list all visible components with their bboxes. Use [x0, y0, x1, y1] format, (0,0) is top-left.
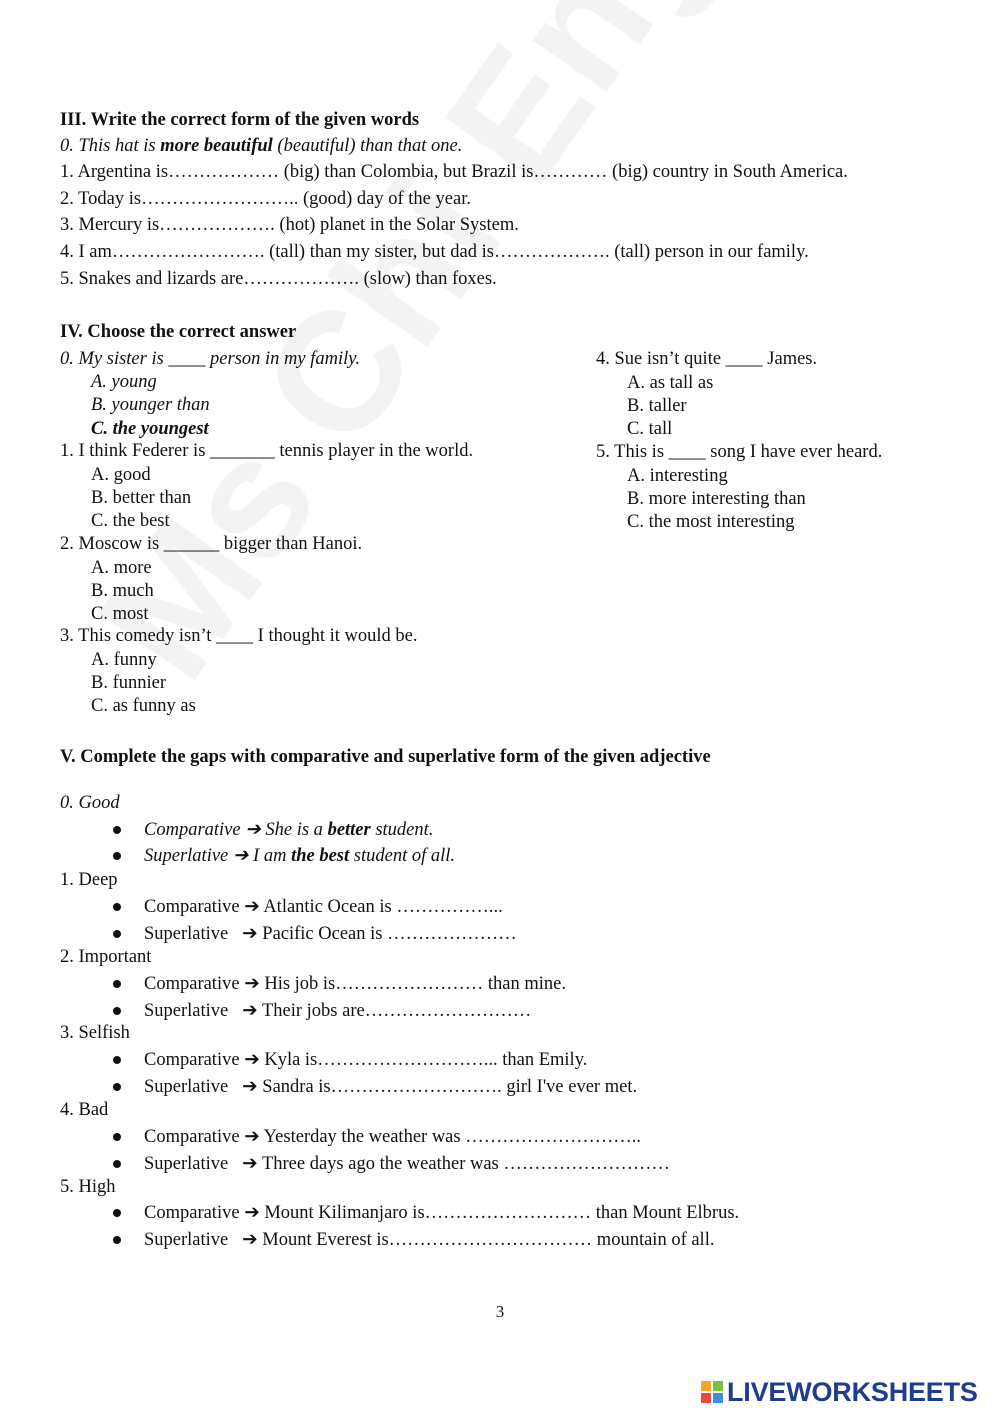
- item-4-comparative: [144, 1125, 641, 1149]
- question-0-option-c: C. the youngest: [91, 419, 209, 439]
- arrow-icon: ➔: [232, 846, 249, 866]
- section-5-heading: V. Complete the gaps with comparative and superlative form of the given adjective: [60, 747, 711, 767]
- brand-name: LIVEWORKSHEETS: [727, 1376, 978, 1407]
- example-text-end: (beautiful) than that one.: [272, 136, 463, 156]
- section-3-item: 2. Today is…………………….. (good) day of the year.: [60, 189, 471, 209]
- sentence: Mount Kilimanjaro is……………………… than Mount Elbrus.: [264, 1203, 740, 1223]
- sentence-end: student.: [370, 820, 434, 840]
- sentence: Atlantic Ocean is ……………...: [263, 897, 503, 917]
- sentence: His job is…………………… than mine.: [264, 974, 566, 994]
- sentence: Yesterday the weather was ………………………..: [263, 1127, 641, 1147]
- question-2-option-a: A. more: [91, 558, 152, 578]
- section-3-item: 4. I am……………………. (tall) than my sister, but dad is………………. (tall) person in our family.: [60, 242, 809, 262]
- answer: the best: [291, 846, 350, 866]
- item-1-comparative: [144, 895, 503, 919]
- bullet: [113, 1083, 121, 1091]
- section-3-item: 5. Snakes and lizards are………………. (slow) than foxes.: [60, 269, 497, 289]
- sentence: Mount Everest is…………………………… mountain of all.: [262, 1230, 715, 1250]
- comparative-label: Comparative: [144, 1050, 240, 1070]
- item-5-superlative: [144, 1228, 714, 1252]
- question-1-option-c: C. the best: [91, 511, 170, 531]
- question-5-option-a: A. interesting: [627, 466, 728, 486]
- sentence: Kyla is………………………... than Emily.: [264, 1050, 588, 1070]
- section-3-item: 3. Mercury is………………. (hot) planet in the Solar System.: [60, 215, 519, 235]
- question-5: 5. This is ____ song I have ever heard.: [596, 442, 883, 462]
- question-3-option-c: C. as funny as: [91, 696, 196, 716]
- arrow-icon: ➔: [245, 820, 261, 840]
- sentence: Sandra is………………………. girl I've ever met.: [262, 1077, 638, 1097]
- superlative-label: Superlative: [144, 924, 229, 944]
- page-number: 3: [495, 1302, 505, 1321]
- item-1-superlative: [144, 922, 517, 946]
- question-3-option-a: A. funny: [91, 650, 157, 670]
- item-5-title: 5. High: [60, 1177, 116, 1197]
- bullet: [113, 1209, 121, 1217]
- item-2-title: 2. Important: [60, 947, 152, 967]
- item-0-superlative: [144, 844, 455, 868]
- item-2-superlative: [144, 999, 531, 1023]
- arrow-icon: ➔: [244, 1050, 260, 1070]
- sentence-end: student of all.: [349, 846, 456, 866]
- liveworksheets-logo-icon: [700, 1380, 724, 1404]
- arrow-icon: ➔: [242, 1230, 258, 1250]
- item-4-title: 4. Bad: [60, 1100, 109, 1120]
- bullet: [113, 1236, 121, 1244]
- arrow-icon: ➔: [242, 924, 258, 944]
- arrow-icon: ➔: [244, 974, 260, 994]
- answer: better: [327, 820, 371, 840]
- question-4-option-b: B. taller: [627, 396, 687, 416]
- superlative-label: Superlative: [144, 1154, 229, 1174]
- question-2-option-c: C. most: [91, 604, 149, 624]
- question-2: 2. Moscow is ______ bigger than Hanoi.: [60, 534, 363, 554]
- superlative-label: Superlative: [144, 1230, 229, 1250]
- item-4-superlative: [144, 1152, 670, 1176]
- comparative-label: Comparative: [144, 974, 240, 994]
- question-5-option-c: C. the most interesting: [627, 512, 795, 532]
- comparative-label: Comparative: [144, 820, 246, 840]
- superlative-label: Superlative: [144, 846, 233, 866]
- item-0-title: 0. Good: [60, 793, 120, 813]
- section-3-heading: III. Write the correct form of the given words: [60, 110, 420, 130]
- item-2-comparative: [144, 972, 566, 996]
- superlative-label: Superlative: [144, 1077, 229, 1097]
- sentence: Three days ago the weather was ………………………: [261, 1154, 670, 1174]
- bullet: [113, 826, 121, 834]
- example-text: 0. This hat is: [60, 136, 161, 156]
- arrow-icon: ➔: [242, 1001, 258, 1021]
- question-4: 4. Sue isn’t quite ____ James.: [596, 349, 818, 369]
- bullet: [113, 903, 121, 911]
- item-3-comparative: [144, 1048, 587, 1072]
- question-0-option-b: B. younger than: [91, 395, 210, 415]
- question-2-option-b: B. much: [91, 581, 154, 601]
- bullet: [113, 1133, 121, 1141]
- sentence: Their jobs are………………………: [261, 1001, 532, 1021]
- section-3-example: [60, 134, 462, 158]
- bullet: [113, 852, 121, 860]
- question-0: 0. My sister is ____ person in my family.: [60, 349, 361, 369]
- comparative-label: Comparative: [144, 1203, 240, 1223]
- arrow-icon: ➔: [242, 1077, 258, 1097]
- item-0-comparative: [144, 818, 433, 842]
- arrow-icon: ➔: [244, 1127, 260, 1147]
- section-4-heading: IV. Choose the correct answer: [60, 322, 297, 342]
- section-3-item: 1. Argentina is……………… (big) than Colombia, but Brazil is………… (big) country in South America.: [60, 162, 848, 182]
- item-3-title: 3. Selfish: [60, 1023, 130, 1043]
- arrow-icon: ➔: [242, 1154, 258, 1174]
- question-4-option-c: C. tall: [627, 419, 673, 439]
- bullet: [113, 930, 121, 938]
- example-answer: more beautiful: [160, 136, 273, 156]
- sentence: Pacific Ocean is …………………: [262, 924, 517, 944]
- question-4-option-a: A. as tall as: [627, 373, 714, 393]
- bullet: [113, 980, 121, 988]
- superlative-label: Superlative: [144, 1001, 229, 1021]
- bullet: [113, 1056, 121, 1064]
- item-3-superlative: [144, 1075, 637, 1099]
- question-3: 3. This comedy isn’t ____ I thought it would be.: [60, 626, 418, 646]
- arrow-icon: ➔: [244, 897, 260, 917]
- comparative-label: Comparative: [144, 897, 240, 917]
- sentence: She is a: [260, 820, 328, 840]
- comparative-label: Comparative: [144, 1127, 240, 1147]
- question-1-option-a: A. good: [91, 465, 151, 485]
- bullet: [113, 1007, 121, 1015]
- question-0-option-a: A. young: [91, 372, 157, 392]
- arrow-icon: ➔: [244, 1203, 260, 1223]
- sentence: I am: [248, 846, 292, 866]
- question-5-option-b: B. more interesting than: [627, 489, 806, 509]
- question-1: 1. I think Federer is _______ tennis player in the world.: [60, 441, 474, 461]
- liveworksheets-logo: [700, 1377, 978, 1407]
- bullet: [113, 1160, 121, 1168]
- question-1-option-b: B. better than: [91, 488, 192, 508]
- question-3-option-b: B. funnier: [91, 673, 167, 693]
- item-1-title: 1. Deep: [60, 870, 118, 890]
- item-5-comparative: [144, 1201, 739, 1225]
